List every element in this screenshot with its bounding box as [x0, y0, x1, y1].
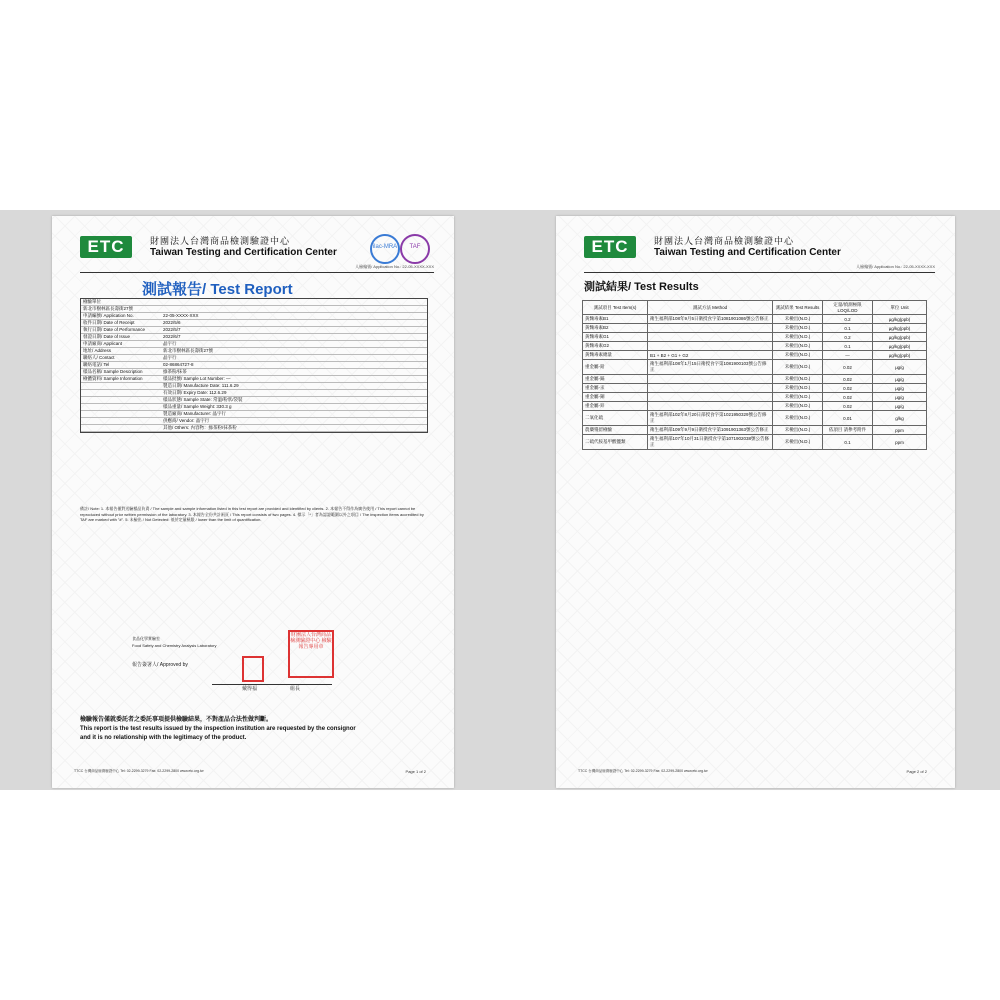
results-header [584, 234, 935, 274]
cell-item: 重金屬-銅 [583, 393, 648, 402]
table-row [583, 426, 927, 435]
cell-result: 未檢出(N.D.) [773, 315, 823, 324]
cell-unit: μg/g [873, 402, 927, 411]
info-row [81, 341, 427, 348]
cell-loq: 0.02 [823, 402, 873, 411]
header-divider [584, 272, 935, 273]
cell-loq: 0.2 [823, 315, 873, 324]
ilac-seal-icon: ilac-MRA [370, 234, 400, 264]
info-row [81, 383, 427, 390]
cell-method [648, 402, 773, 411]
cell-result: 未檢出(N.D.) [773, 384, 823, 393]
info-value: 綠茶粉/抹茶 [163, 368, 187, 374]
table-row [583, 333, 927, 342]
info-row [81, 397, 427, 404]
cell-unit: μg/kg(ppb) [873, 315, 927, 324]
cell-loq: 0.1 [823, 324, 873, 333]
info-key: 地址/ Address [83, 347, 112, 353]
page-number: Page 1 of 2 [405, 769, 426, 774]
info-value: 晶宇行 [163, 354, 177, 360]
info-key: 執行日期/ Date of Performance [83, 326, 146, 332]
info-value: 2022/5/7 [163, 326, 181, 332]
info-row [81, 306, 427, 313]
cell-unit: μg/kg(ppb) [873, 351, 927, 360]
info-row [81, 404, 427, 411]
info-key: 申請廠商/ Applicant [83, 340, 123, 346]
cell-unit: ppm [873, 426, 927, 435]
cell-item: 重金屬-鋅 [583, 402, 648, 411]
report-info-table [80, 298, 428, 433]
info-key: 發證日期/ Date of Issue [83, 333, 131, 339]
info-value: 新北市樹林區長壽街27號 [163, 347, 214, 353]
cell-result: 未檢出(N.D.) [773, 426, 823, 435]
cell-method: B1 + B2 + G1 + G2 [648, 351, 773, 360]
table-row [583, 375, 927, 384]
cell-unit: μg/kg(ppb) [873, 324, 927, 333]
info-row [81, 390, 427, 397]
table-row [583, 402, 927, 411]
info-key: 聯絡人/ Contact [83, 354, 115, 360]
col-header-method: 測試方法 Method [648, 301, 773, 315]
cell-method [648, 384, 773, 393]
cell-loq: 0.02 [823, 393, 873, 402]
signer-title: 組長 [290, 686, 301, 692]
table-row [583, 342, 927, 351]
cell-item: 二硫代胺基甲酸鹽類 [583, 435, 648, 450]
cell-result: 未檢出(N.D.) [773, 411, 823, 426]
cell-item: 重金屬-鎘 [583, 375, 648, 384]
cell-method [648, 333, 773, 342]
info-row [81, 320, 427, 327]
cell-item: 重金屬-汞 [583, 384, 648, 393]
cell-method: 衛生福利部107年10月31日衛授食字第1071902038號公告修正 [648, 435, 773, 450]
cell-method [648, 375, 773, 384]
cell-result: 未檢出(N.D.) [773, 402, 823, 411]
report-notes: 備註/ Note: 1. 本報告僅對送驗樣品負責 / The sample and sample information listed in this test report are provided and identified by clients. 2. 本報告不得作為廣告使用 / This report cannot be reproduced without prior written permission of the laboratory. 3. 本報告全份共計兩頁 / This report consists of two pages. 4. 標示「*」者為認證範圍以外之項目 / The inspection items accredited by TAF are marked with "#". 5. 未檢出 / Not Detected: 低於定量極限 / lower than the limit of quantification. [80, 506, 424, 523]
application-number: 人檢編號/ Application No.: 22-05-XXXX-XXX [856, 264, 935, 269]
org-name-zh: 財團法人台灣商品檢測驗證中心 [150, 237, 291, 247]
table-row [583, 411, 927, 426]
info-key: 收件日期/ Date of Receipt [83, 319, 135, 325]
cell-unit: μg/kg(ppb) [873, 342, 927, 351]
disclaimer-zh: 檢驗報告僅就委託者之委託事項提供檢驗結果，不對產品合法性做判斷。 [80, 717, 273, 723]
info-row [81, 299, 427, 306]
results-header-row [583, 301, 927, 315]
info-row [81, 362, 427, 369]
cell-unit: μg/g [873, 360, 927, 375]
cell-loq: 0.01 [823, 411, 873, 426]
cell-loq: 0.02 [823, 375, 873, 384]
info-key: 檢體資料/ Sample Information [83, 375, 143, 381]
signature-seal-icon [242, 656, 264, 682]
cell-result: 未檢出(N.D.) [773, 435, 823, 450]
info-row [81, 327, 427, 334]
col-header-item: 測試項目 Test Item(s) [583, 301, 648, 315]
table-row [583, 360, 927, 375]
info-row [81, 313, 427, 320]
signature-line [212, 684, 332, 685]
cell-loq: 0.02 [823, 360, 873, 375]
info-row [81, 334, 427, 341]
table-row [583, 384, 927, 393]
info-value: 2022/6/7 [163, 333, 181, 339]
table-row [583, 351, 927, 360]
cell-item: 黃麴毒素G2 [583, 342, 648, 351]
cell-result: 未檢出(N.D.) [773, 351, 823, 360]
cell-method: 衛生福利部102年8月20日部授食字第1021950329號公告修正 [648, 411, 773, 426]
info-row [81, 418, 427, 425]
info-value: 其他/ Others: 內容物：綠茶粉/抹茶粉 [163, 424, 237, 430]
cell-loq: 0.02 [823, 384, 873, 393]
table-row [583, 315, 927, 324]
report-header [80, 234, 434, 274]
cell-unit: ppm [873, 435, 927, 450]
info-value: 2022/5/6 [163, 319, 181, 325]
info-value: 02-86864727-8 [163, 361, 194, 367]
info-key: 申請編號/ Application No. [83, 312, 134, 318]
info-key: 樣品名稱/ Sample Description [83, 368, 143, 374]
cell-result: 未檢出(N.D.) [773, 333, 823, 342]
cell-unit: μg/g [873, 384, 927, 393]
lab-name-en: Food Safety and Chemistry Analysis Laboratory [132, 643, 217, 648]
disclaimer-en-1: This report is the test results issued by the inspection institution are requested by the consignor [80, 726, 356, 732]
cell-unit: μg/g [873, 375, 927, 384]
cell-result: 未檢出(N.D.) [773, 360, 823, 375]
cell-method: 衛生福利部109年9月9日衛授食字第1091901363號公告修正 [648, 426, 773, 435]
cell-item: 黃麴毒素B1 [583, 315, 648, 324]
info-row [81, 369, 427, 376]
header-divider [80, 272, 434, 273]
cell-loq: 0.2 [823, 333, 873, 342]
cell-method [648, 324, 773, 333]
info-key: 聯絡電話/ Tel [83, 361, 110, 367]
results-title: 測試結果/ Test Results [584, 281, 699, 293]
application-number: 人檢編號/ Application No.: 22-05-XXXX-XXX [355, 264, 434, 269]
table-row [583, 324, 927, 333]
cell-loq: 0.1 [823, 435, 873, 450]
col-header-loq: 定量/偵測極限 LOQ/LOD [823, 301, 873, 315]
cell-item: 二氧化硫 [583, 411, 648, 426]
etc-logo: ETC [80, 236, 132, 258]
col-header-result: 測試結果 Test Results [773, 301, 823, 315]
signer-name: 戴得福 [242, 686, 258, 692]
cell-item: 黃麴毒素B2 [583, 324, 648, 333]
page-number: Page 2 of 2 [906, 769, 927, 774]
table-row [583, 435, 927, 450]
info-key: 檢驗單位 [83, 298, 101, 304]
cell-result: 未檢出(N.D.) [773, 342, 823, 351]
cell-unit: g/kg [873, 411, 927, 426]
page-footer: TTCC 台灣商品檢測驗證中心 Tel: 02-2299-3279 Fax: 02-2299-2800 www.etc.org.tw [578, 769, 708, 773]
cell-method [648, 393, 773, 402]
cell-unit: μg/kg(ppb) [873, 333, 927, 342]
report-title: 測試報告/ Test Report [142, 281, 293, 298]
org-name-en: Taiwan Testing and Certification Center [150, 247, 337, 258]
approved-by-label: 報告簽署人/ Approved by [132, 662, 188, 668]
info-row [81, 425, 427, 432]
test-results-page [556, 216, 955, 788]
cell-method [648, 342, 773, 351]
org-name-zh: 財團法人台灣商品檢測驗證中心 [654, 237, 795, 247]
info-value: 供應商/ Vendor: 晶宇行 [163, 417, 210, 423]
cell-result: 未檢出(N.D.) [773, 324, 823, 333]
page-footer: TTCC 台灣商品檢測驗證中心 Tel: 02-2299-3279 Fax: 02-2299-2800 www.etc.org.tw [74, 769, 204, 773]
etc-logo: ETC [584, 236, 636, 258]
info-value: 晶宇行 [163, 340, 177, 346]
taf-seal-icon: TAF [400, 234, 430, 264]
test-report-page [52, 216, 454, 788]
disclaimer-en-2: and it is no relationship with the legitimacy of the product. [80, 735, 247, 741]
cell-result: 未檢出(N.D.) [773, 375, 823, 384]
lab-name: 食品化學實驗室 [132, 636, 160, 641]
cell-loq: — [823, 351, 873, 360]
info-value: 22-05-XXXX-XXX [163, 312, 199, 318]
cell-item: 農藥殘留檢驗 [583, 426, 648, 435]
info-value: 樣品狀態/ Sample State: 常溫/粉狀/袋裝 [163, 396, 243, 402]
cell-loq: 依項目 請參考附件 [823, 426, 873, 435]
table-row [583, 393, 927, 402]
cell-result: 未檢出(N.D.) [773, 393, 823, 402]
info-value: 樣品批號/ Sample Lot Number: — [163, 375, 231, 381]
info-value: 製造日期/ Manufacture Date: 111.6.29 [163, 382, 239, 388]
cell-item: 黃麴毒素G1 [583, 333, 648, 342]
cell-method: 衛生福利部108年9月5日衛授食字第1081901086號公告修正 [648, 315, 773, 324]
cell-unit: μg/g [873, 393, 927, 402]
info-row [81, 376, 427, 383]
cell-loq: 0.1 [823, 342, 873, 351]
org-name-en: Taiwan Testing and Certification Center [654, 247, 841, 258]
info-row [81, 348, 427, 355]
info-value: 製造廠商/ Manufacturer: 晶宇行 [163, 410, 227, 416]
col-header-unit: 單位 Unit [873, 301, 927, 315]
results-table [582, 300, 927, 450]
cell-item: 黃麴毒素總量 [583, 351, 648, 360]
info-key: 新北市樹林區長壽街27號 [83, 305, 134, 311]
disclaimer [80, 716, 426, 743]
official-stamp-icon: 財團法人台灣商品檢測驗證中心 檢驗報告專用章 [288, 630, 334, 678]
info-value: 樣品重量/ Sample Weight: 330.3 g [163, 403, 232, 409]
cell-item: 重金屬-鉛 [583, 360, 648, 375]
info-row [81, 411, 427, 418]
info-value: 有效日期/ Expiry Date: 112.6.29 [163, 389, 227, 395]
info-row [81, 355, 427, 362]
cell-method: 衛生福利部108年1月15日衛授食字第1081900103號公告修正 [648, 360, 773, 375]
